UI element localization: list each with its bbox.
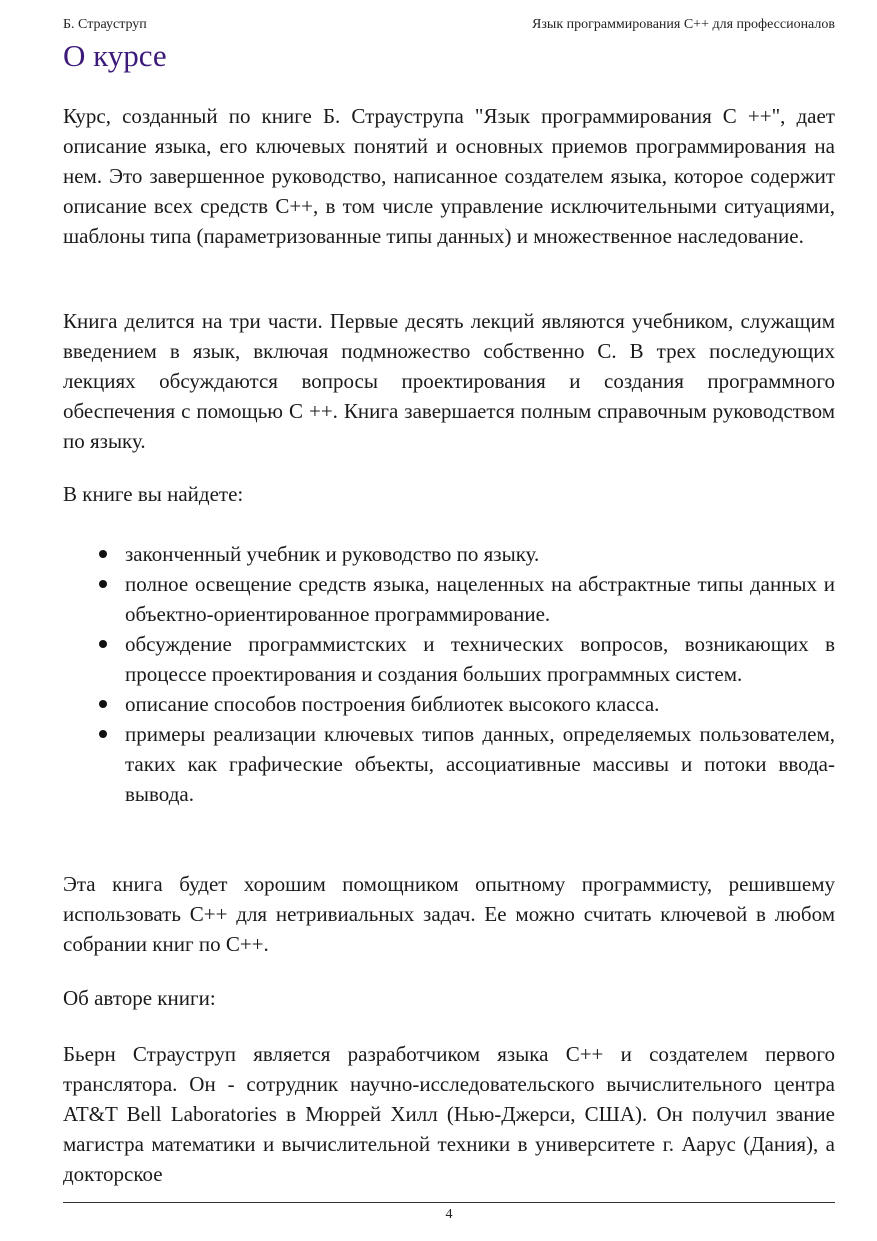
bullet-icon [99,550,107,558]
paragraph-book-recommendation: Эта книга будет хорошим помощником опытному программисту, решившему использовать С++ для нетривиальных задач. Ее можно считать ключевой в любом собрании книг по С++. [63,872,835,956]
list-item-text: описание способов построения библиотек высокого класса. [125,692,660,716]
paragraph-book-parts: Книга делится на три части. Первые десять лекций являются учебником, служащим введением в язык, включая подмножество собственно С. В трех последующих лекциях обсуждаются вопросы проектирования и создания программного обеспечения с помощью С ++. Книга завершается полным справочным руководством по языку. [63,309,835,453]
list-item [63,629,835,689]
list-item-text: законченный учебник и руководство по языку. [125,542,540,566]
list-item [63,569,835,629]
page-title: О курсе [63,38,167,73]
features-list [63,539,835,809]
list-item [63,539,835,569]
paragraph-about-author-heading: Об авторе книги: [63,986,216,1010]
list-item-text: полное освещение средств языка, нацеленных на абстрактные типы данных и объектно-ориентированное программирование. [125,572,835,626]
page-number: 4 [445,1207,453,1222]
header-book-title: Язык программирования С++ для профессионалов [532,17,835,32]
bullet-icon [99,700,107,708]
list-item [63,689,835,719]
bullet-icon [99,580,107,588]
list-item-text: примеры реализации ключевых типов данных, определяемых пользователем, таких как графические объекты, ассоциативные массивы и потоки ввода- вывода. [125,722,835,806]
paragraph-you-will-find: В книге вы найдете: [63,482,244,506]
bullet-icon [99,730,107,738]
running-header [63,16,835,34]
footer-divider [63,1202,835,1203]
header-author: Б. Страуструп [63,17,147,32]
paragraph-course-intro: Курс, созданный по книге Б. Страуструпа "Язык программирования С ++", дает описание языка, его ключевых понятий и основных приемов программирования на нем. Это завершенное руководство, написанное создателем языка, которое содержит описание всех средств С++, в том числе управление исключительными ситуациями, шаблоны типа (параметризованные типы данных) и множественное наследование. [63,104,835,248]
paragraph-author-bio: Бьерн Страуструп является разработчиком языка С++ и создателем первого транслятора. Он - сотрудник научно-исследовательского вычислительного центра AT&T Bell Laboratories в Мюррей Хилл (Нью-Джерси, США). Он получил звание магистра математики и вычислительной техники в университете г. Аарус (Дания), а докторское [63,1042,835,1186]
list-item-text: обсуждение программистских и технических вопросов, возникающих в процессе проектирования и создания больших программных систем. [125,632,835,686]
bullet-icon [99,640,107,648]
list-item [63,719,835,809]
